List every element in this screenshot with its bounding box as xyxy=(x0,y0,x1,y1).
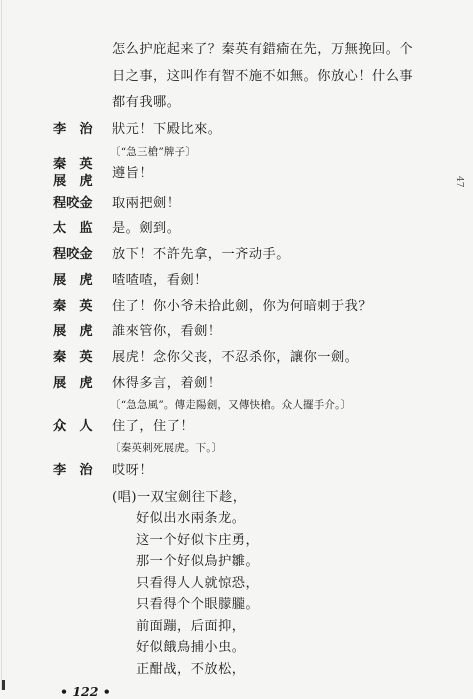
dialogue-line: 是。劍到。 xyxy=(112,221,181,236)
scan-edge-line xyxy=(1,0,2,690)
dialogue-line: 怎么护庇起来了？秦英有錯瘉在先，万無挽回。个 xyxy=(112,42,414,57)
page-number: • 122 • xyxy=(60,684,111,699)
speaker-name: 李 治 xyxy=(53,463,93,478)
speaker-name: 展 虎 xyxy=(53,273,93,288)
verse-line: 好似餓鳥捕小虫。 xyxy=(136,640,246,655)
stage-direction: 〔“急三槍”牌子〕 xyxy=(110,146,197,158)
dialogue-line: 都有我哪。 xyxy=(112,95,181,110)
dialogue-line: 住了！你小爷未拾此劍，你为何暗刺于我？ xyxy=(112,299,373,314)
verse-line: 这一个好似卞庄勇， xyxy=(136,532,260,548)
dialogue-line: 哎呀！ xyxy=(112,463,154,478)
dialogue-line: 狀元！下殿比來。 xyxy=(112,122,222,137)
speaker-name: 秦 英 xyxy=(53,157,93,172)
speaker-name: 众 人 xyxy=(53,419,93,434)
dialogue-line: 住了，住了！ xyxy=(112,419,195,434)
speaker-name: 太 监 xyxy=(53,221,93,236)
dialogue-line: 遵旨！ xyxy=(112,166,154,181)
dialogue-line: 展虎！念你父丧，不忍杀你，讓你一劍。 xyxy=(112,350,359,365)
margin-mark: 47 xyxy=(454,176,464,188)
dialogue-line: 誰來管你，看劍！ xyxy=(112,324,222,339)
dialogue-line: 取兩把劍！ xyxy=(112,196,181,211)
speaker-name: 秦 英 xyxy=(53,350,93,365)
dialogue-line: 喳喳喳，看劍！ xyxy=(112,273,208,288)
verse-line: 那一个好似鳥护雛。 xyxy=(136,554,260,569)
stage-direction: 〔秦英刺死展虎。下。〕 xyxy=(110,442,223,454)
speaker-name: 展 虎 xyxy=(53,324,93,339)
dialogue-line: 日之事，这叫作有智不施不如無。你放心！什么事 xyxy=(112,69,414,84)
speaker-name: 程咬金 xyxy=(53,196,93,211)
dialogue-line: 放下！不許先拿，一齐动手。 xyxy=(112,247,290,262)
verse-line: 好似出水兩条龙。 xyxy=(136,511,246,526)
speaker-name: 程咬金 xyxy=(53,247,93,262)
dialogue-line: 休得多言，着劍！ xyxy=(112,376,222,391)
verse-line: 正酣战，不放松， xyxy=(136,661,246,677)
verse-line: 只看得人人就惊恐， xyxy=(136,575,260,591)
speaker-name: 秦 英 xyxy=(53,299,93,314)
speaker-name: 展 虎 xyxy=(53,376,93,391)
speaker-name: 李 治 xyxy=(53,122,93,137)
speaker-name: 展 虎 xyxy=(53,174,93,189)
verse-line: 前面蹦，后面抑， xyxy=(136,618,246,634)
verse-line: 只看得个个眼朦朧。 xyxy=(136,597,260,612)
scan-edge-mark xyxy=(2,680,5,690)
sung-line: (唱)一双宝劍往下趁， xyxy=(112,490,247,505)
stage-direction: 〔“急急風”。傳走陽劍，又傳快槍。众人擺手介。〕 xyxy=(110,399,352,411)
